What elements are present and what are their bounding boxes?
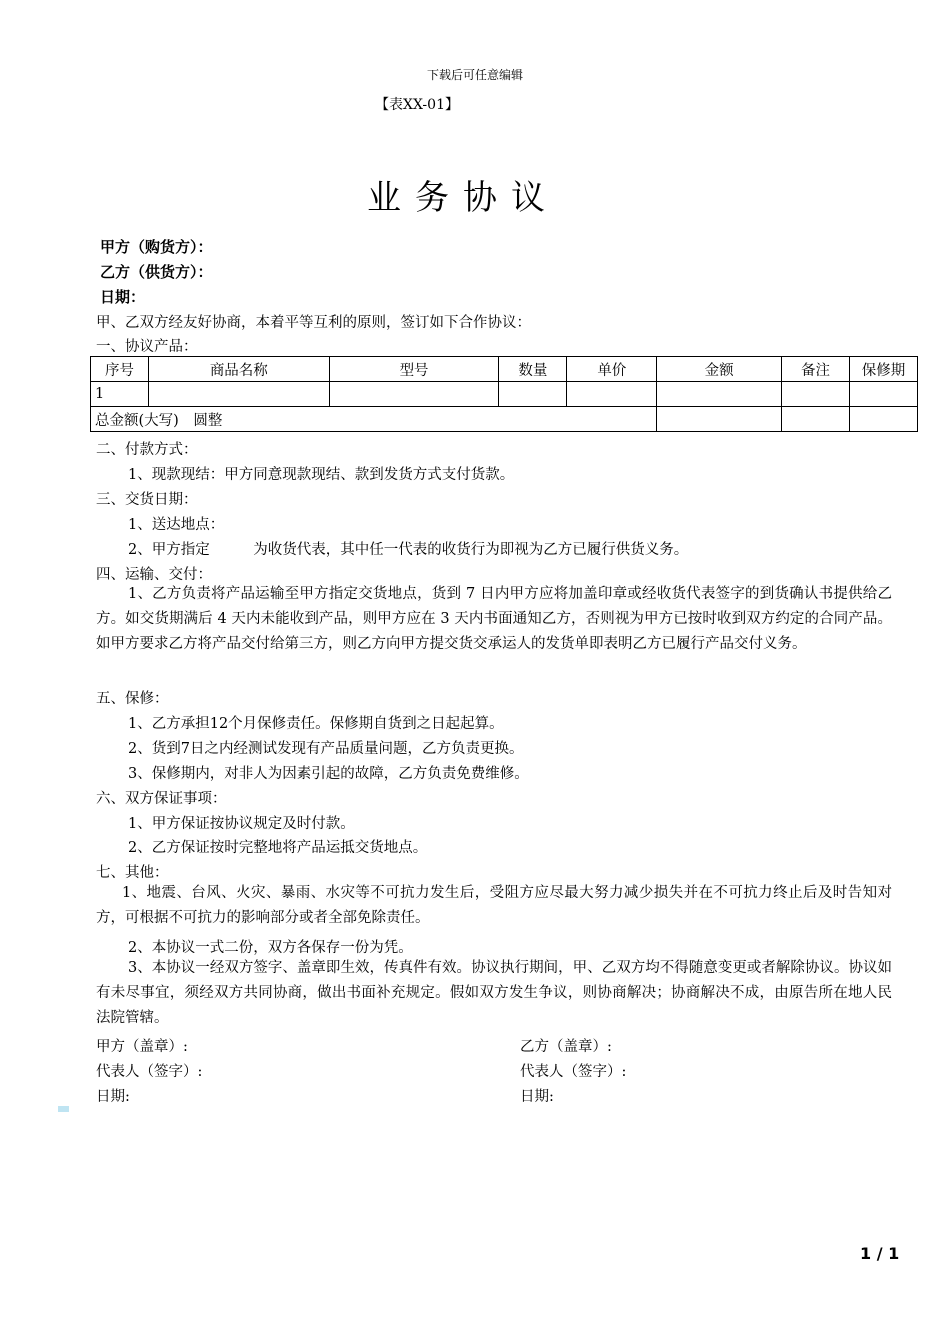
section-2-item-1: 1、现款现结：甲方同意现款现结、款到发货方式支付货款。: [128, 467, 515, 483]
header-cell: 型号: [329, 357, 499, 382]
table-header-row: [91, 357, 918, 382]
page-number: 1 / 1: [860, 1244, 900, 1263]
section-5-item-3: 3、保修期内，对非人为因素引起的故障，乙方负责免费维修。: [128, 766, 529, 782]
section-2-heading: 二、付款方式：: [96, 442, 198, 458]
header-cell: 保修期: [850, 357, 918, 382]
document-title: 业务协议: [367, 178, 559, 218]
party-a-label: 甲方（购货方）：: [100, 238, 213, 256]
table-cell[interactable]: [499, 382, 567, 407]
header-cell: 商品名称: [148, 357, 329, 382]
section-3-heading: 三、交货日期：: [96, 492, 198, 508]
table-cell[interactable]: [782, 407, 850, 432]
intro-text: 甲、乙双方经友好协商，本着平等互利的原则，签订如下合作协议：: [96, 315, 531, 331]
header-cell: 备注: [782, 357, 850, 382]
table-cell[interactable]: [782, 382, 850, 407]
total-amount-label: 总金额(大写) 圆整: [91, 407, 657, 432]
header-cell: 数量: [499, 357, 567, 382]
table-cell[interactable]: [850, 382, 918, 407]
section-7-item-2: 2、本协议一式二份，双方各保存一份为凭。: [128, 940, 413, 956]
section-5-item-2: 2、货到7日之内经测试发现有产品质量问题，乙方负责更换。: [128, 741, 524, 757]
table-cell[interactable]: [567, 382, 657, 407]
party-a-seal: 甲方（盖章）:: [96, 1039, 188, 1055]
section-6-item-2: 2、乙方保证按时完整地将产品运抵交货地点。: [128, 840, 428, 856]
party-a-representative: 代表人（签字）:: [96, 1064, 203, 1080]
margin-marker: [58, 1106, 69, 1112]
row-index-cell: 1: [91, 382, 149, 407]
party-b-representative: 代表人（签字）:: [520, 1064, 627, 1080]
total-amount-cell[interactable]: [657, 407, 782, 432]
party-b-date: 日期:: [520, 1089, 554, 1105]
table-row: [91, 382, 918, 407]
header-note: 下载后可任意编辑: [426, 68, 523, 82]
section-1-heading: 一、协议产品：: [96, 339, 198, 355]
section-4-paragraph: 1、乙方负责将产品运输至甲方指定交货地点，货到 7 日内甲方应将加盖印章或经收货代表签字的到货确认书提供给乙方。如交货期满后 4 天内未能收到产品，则甲方应在 3 天内书面通知乙方，否则视为甲方已按时收到双方约定的合同产品。如甲方要求乙方将产品交付给第三方，则乙方向甲方提交货交承运人的发货单即表明乙方已履行产品交付义务。: [96, 586, 892, 652]
section-3-item-2: 2、甲方指定 为收货代表，其中任一代表的收货行为即视为乙方已履行供货义务。: [128, 542, 689, 558]
section-6-item-1: 1、甲方保证按协议规定及时付款。: [128, 816, 355, 832]
section-5-item-1: 1、乙方承担12个月保修责任。保修期自货到之日起起算。: [128, 716, 504, 732]
table-cell[interactable]: [850, 407, 918, 432]
section-7-paragraph-3: 3、本协议一经双方签字、盖章即生效，传真件有效。协议执行期间，甲、乙双方均不得随意变更或者解除协议。协议如有未尽事宜，须经双方共同协商，做出书面补充规定。假如双方发生争议，则协商解决；协商解决不成，由原告所在地人民法院管辖。: [96, 960, 892, 1026]
table-cell[interactable]: [657, 382, 782, 407]
section-5-heading: 五、保修：: [96, 691, 169, 707]
section-3-item-1: 1、送达地点：: [128, 517, 225, 533]
form-number: 【表XX-01】: [375, 97, 459, 113]
header-cell: 单价: [567, 357, 657, 382]
header-cell: 序号: [91, 357, 149, 382]
party-a-date: 日期:: [96, 1089, 130, 1105]
table-cell[interactable]: [329, 382, 499, 407]
section-6-heading: 六、双方保证事项：: [96, 791, 227, 807]
section-7-heading: 七、其他：: [96, 865, 169, 881]
header-cell: 金额: [657, 357, 782, 382]
product-table: [90, 356, 918, 432]
party-b-label: 乙方（供货方）：: [100, 263, 213, 281]
table-total-row: [91, 407, 918, 432]
date-label: 日期：: [100, 288, 146, 306]
section-4-heading: 四、运输、交付：: [96, 567, 212, 583]
party-b-seal: 乙方（盖章）:: [520, 1039, 612, 1055]
section-7-paragraph-1: 1、地震、台风、火灾、暴雨、水灾等不可抗力发生后，受阻方应尽最大努力减少损失并在不可抗力终止后及时告知对方，可根据不可抗力的影响部分或者全部免除责任。: [96, 885, 892, 926]
table-cell[interactable]: [148, 382, 329, 407]
